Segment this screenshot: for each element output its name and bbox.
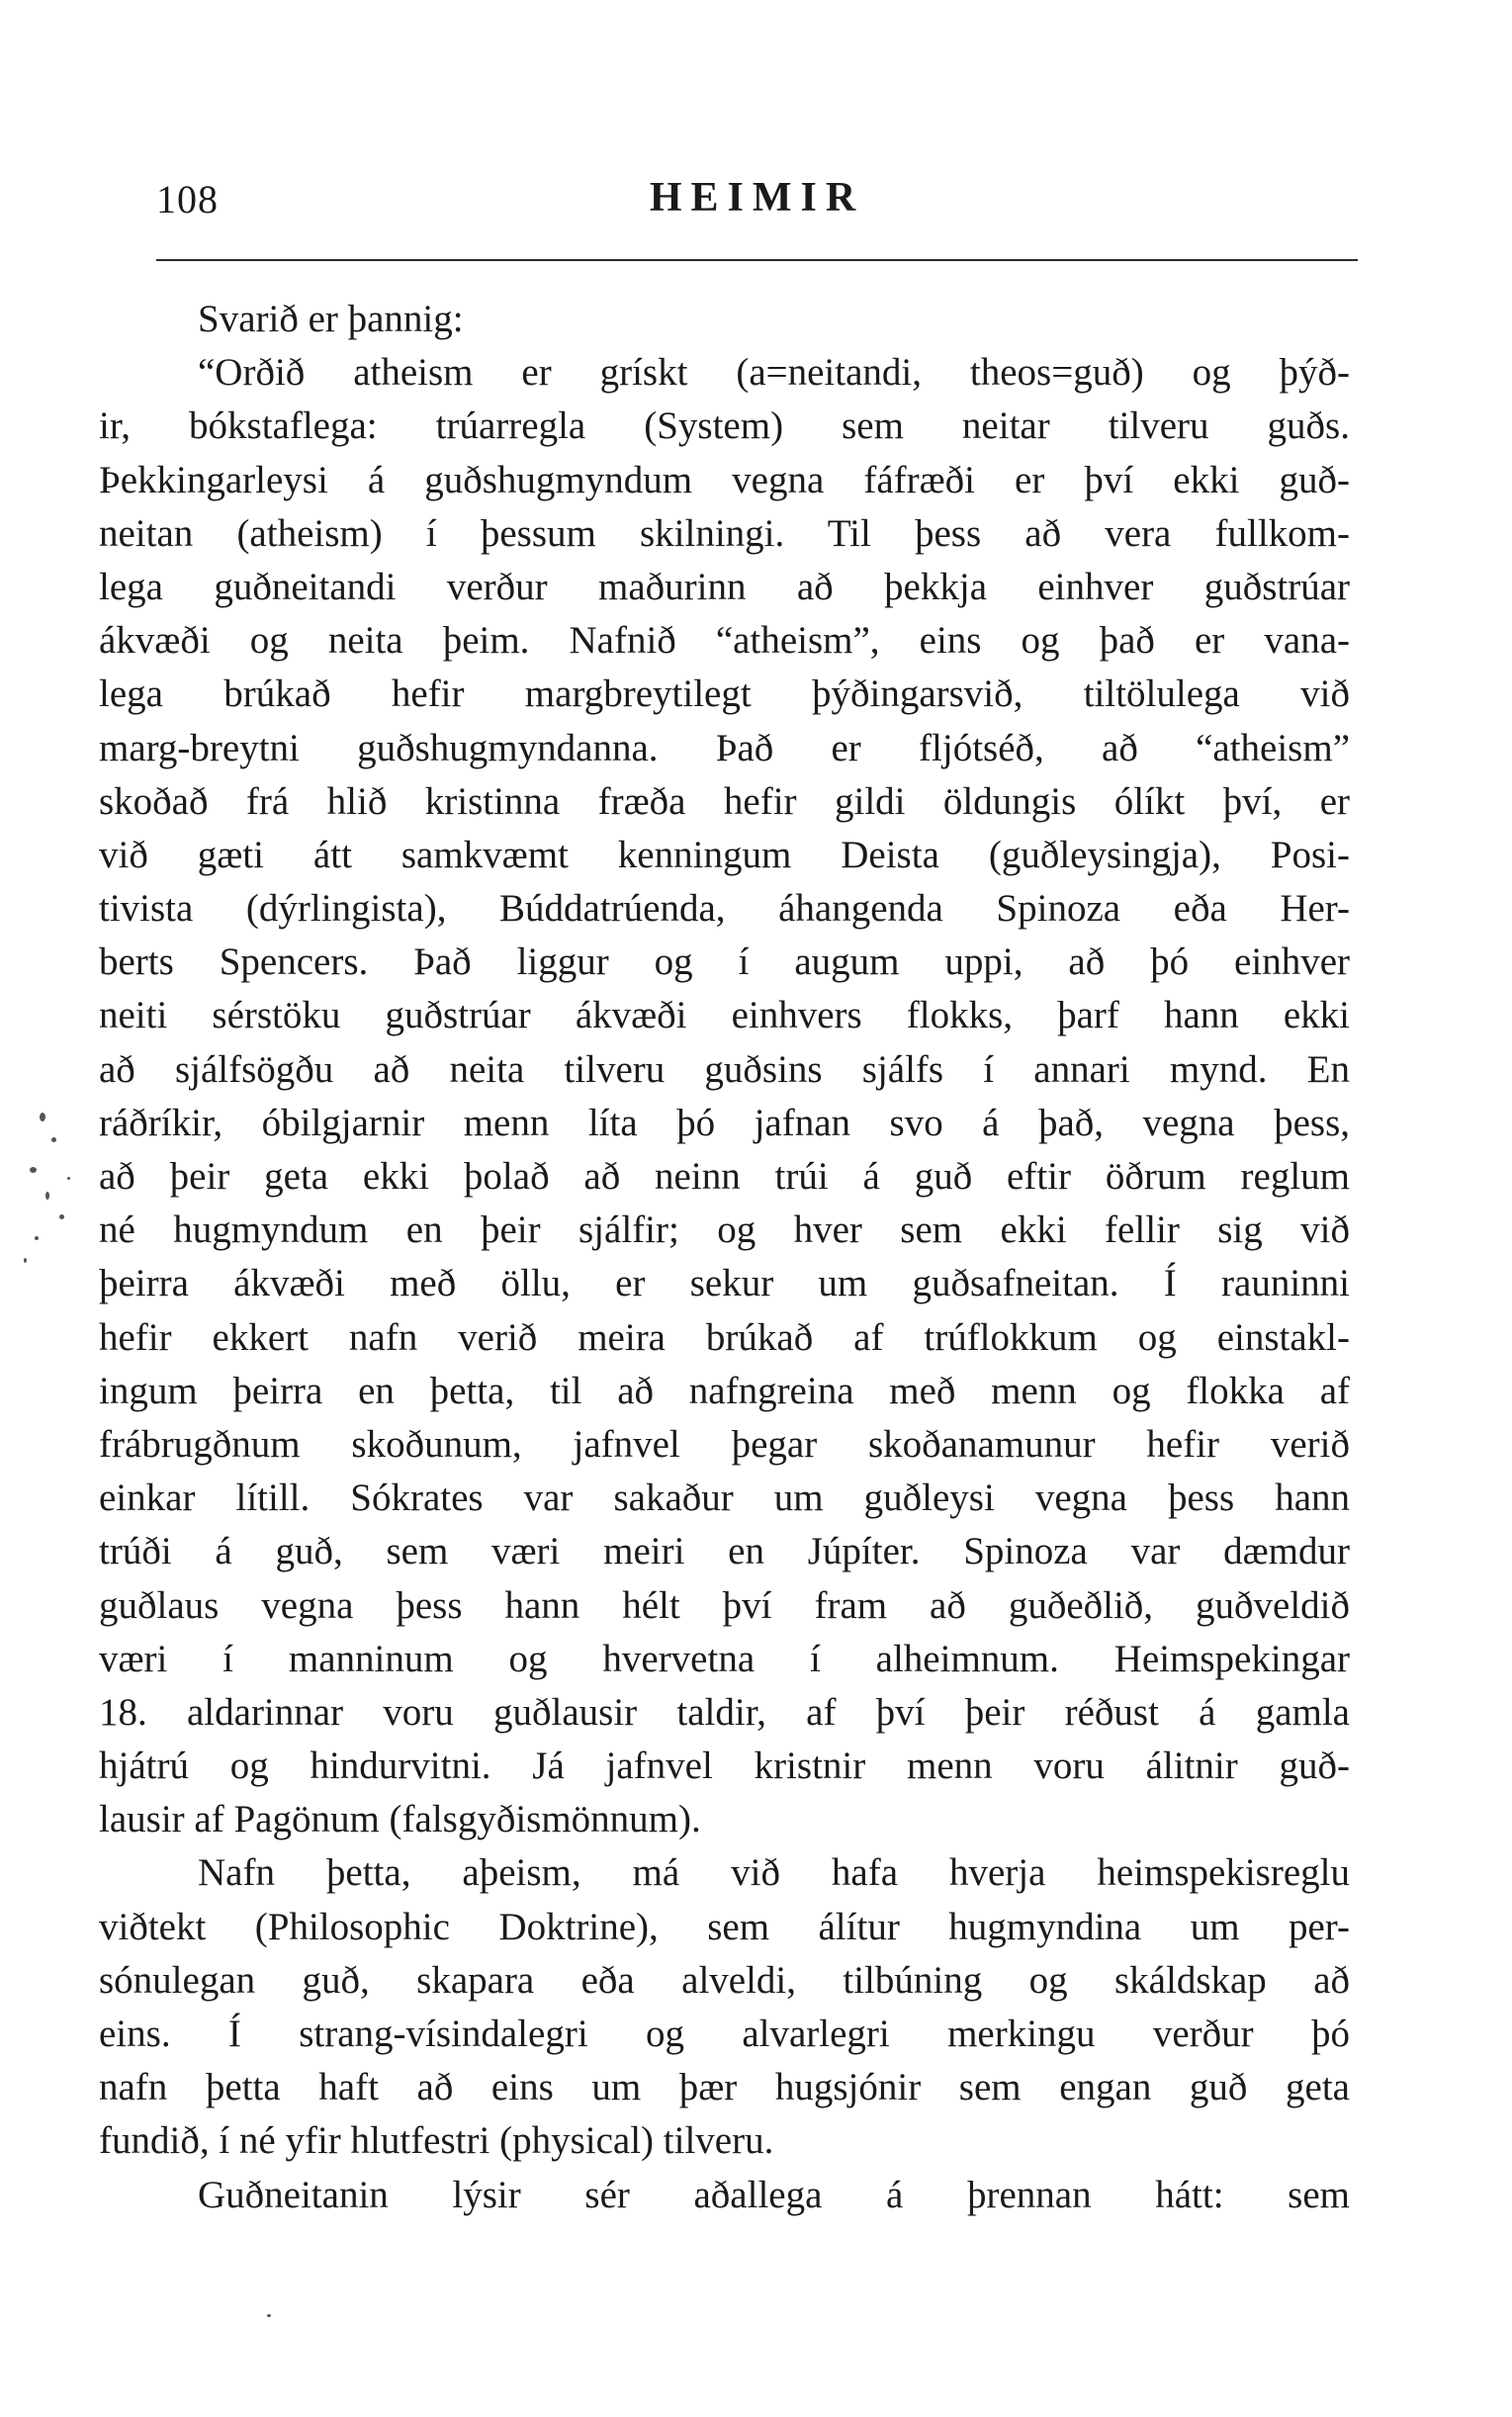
text-line: tivista (dýrlingista), Búddatrúenda, áhangenda Spinoza eða Her- bbox=[99, 887, 1350, 931]
paragraph bbox=[99, 2169, 1350, 2222]
text-line: 18. aldarinnar voru guðlausir taldir, af því þeir réðust á gamla bbox=[99, 1690, 1350, 1734]
text-line: sónulegan guð, skapara eða alveldi, tilbúning og skáldskap að bbox=[99, 1958, 1350, 2002]
text-line: viðtekt (Philosophic Doktrine), sem álítur hugmyndina um per- bbox=[99, 1905, 1350, 1948]
text-line: væri í manninum og hvervetna í alheimnum. Heimspekingar bbox=[99, 1637, 1350, 1680]
text-line: trúði á guð, sem væri meiri en Júpíter. Spinoza var dæmdur bbox=[99, 1530, 1350, 1573]
text-line: Svarið er þannig: bbox=[198, 298, 464, 340]
text-line: að sjálfsögðu að neita tilveru guðsins sjálfs í annari mynd. En bbox=[99, 1047, 1350, 1091]
text-line: guðlaus vegna þess hann hélt því fram að guðeðlið, guðveldið bbox=[99, 1583, 1350, 1627]
body-text bbox=[99, 293, 1350, 2222]
text-line: frábrugðnum skoðunum, jafnvel þegar skoðanamunur hefir verið bbox=[99, 1422, 1350, 1466]
text-line: að þeir geta ekki þolað að neinn trúi á guð eftir öðrum reglum bbox=[99, 1155, 1350, 1198]
text-line: berts Spencers. Það liggur og í augum uppi, að þó einhver bbox=[99, 940, 1350, 984]
paragraph bbox=[99, 346, 1350, 1846]
text-line: marg-breytni guðshugmyndanna. Það er fljótséð, að “atheism” bbox=[99, 726, 1350, 769]
page-number: 108 bbox=[156, 177, 219, 222]
text-line: neiti sérstöku guðstrúar ákvæði einhvers flokks, þarf hann ekki bbox=[99, 994, 1350, 1037]
text-line: ráðríkir, óbilgjarnir menn líta þó jafnan svo á það, vegna þess, bbox=[99, 1101, 1350, 1144]
text-line: þeirra ákvæði með öllu, er sekur um guðsafneitan. Í rauninni bbox=[99, 1262, 1350, 1305]
text-line: Guðneitanin lýsir sér aðallega á þrennan hátt: sem bbox=[198, 2173, 1350, 2216]
running-title: HEIMIR bbox=[649, 175, 865, 221]
text-line: neitan (atheism) í þessum skilningi. Til þess að vera fullkom- bbox=[99, 511, 1350, 555]
text-line: lega brúkað hefir margbreytilegt þýðingarsvið, tiltölulega við bbox=[99, 672, 1350, 716]
text-line: hefir ekkert nafn verið meira brúkað af trúflokkum og einstakl- bbox=[99, 1315, 1350, 1359]
text-line: ákvæði og neita þeim. Nafnið “atheism”, eins og það er vana- bbox=[99, 619, 1350, 663]
text-line: við gæti átt samkvæmt kenningum Deista (guðleysingja), Posi- bbox=[99, 833, 1350, 876]
text-line: fundið, í né yfir hlutfestri (physical) tilveru. bbox=[99, 2119, 774, 2163]
paragraph bbox=[99, 1846, 1350, 2168]
running-head bbox=[156, 176, 1358, 235]
text-line: ir, bókstaflega: trúarregla (System) sem neitar tilveru guðs. bbox=[99, 404, 1350, 448]
text-line: lega guðneitandi verður maðurinn að þekkja einhver guðstrúar bbox=[99, 565, 1350, 608]
text-line: Þekkingarleysi á guðshugmyndum vegna fáfræði er því ekki guð- bbox=[99, 458, 1350, 501]
text-line: hjátrú og hindurvitni. Já jafnvel kristnir menn voru álitnir guð- bbox=[99, 1745, 1350, 1788]
paragraph bbox=[99, 293, 1350, 346]
text-line: “Orðið atheism er grískt (a=neitandi, theos=guð) og þýð- bbox=[198, 351, 1350, 395]
text-line: skoðað frá hlið kristinna fræða hefir gildi öldungis ólíkt því, er bbox=[99, 779, 1350, 823]
text-line: lausir af Pagönum (falsgyðismönnum). bbox=[99, 1798, 701, 1841]
header-rule bbox=[156, 259, 1358, 261]
text-line: nafn þetta haft að eins um þær hugsjónir sem engan guð geta bbox=[99, 2066, 1350, 2109]
text-line: ingum þeirra en þetta, til að nafngreina með menn og flokka af bbox=[99, 1369, 1350, 1412]
text-line: né hugmyndum en þeir sjálfir; og hver sem ekki fellir sig við bbox=[99, 1208, 1350, 1252]
text-line: einkar lítill. Sókrates var sakaður um guðleysi vegna þess hann bbox=[99, 1477, 1350, 1520]
text-line: eins. Í strang-vísindalegri og alvarlegri merkingu verður þó bbox=[99, 2013, 1350, 2055]
text-line: Nafn þetta, aþeism, má við hafa hverja heimspekisreglu bbox=[198, 1851, 1350, 1895]
